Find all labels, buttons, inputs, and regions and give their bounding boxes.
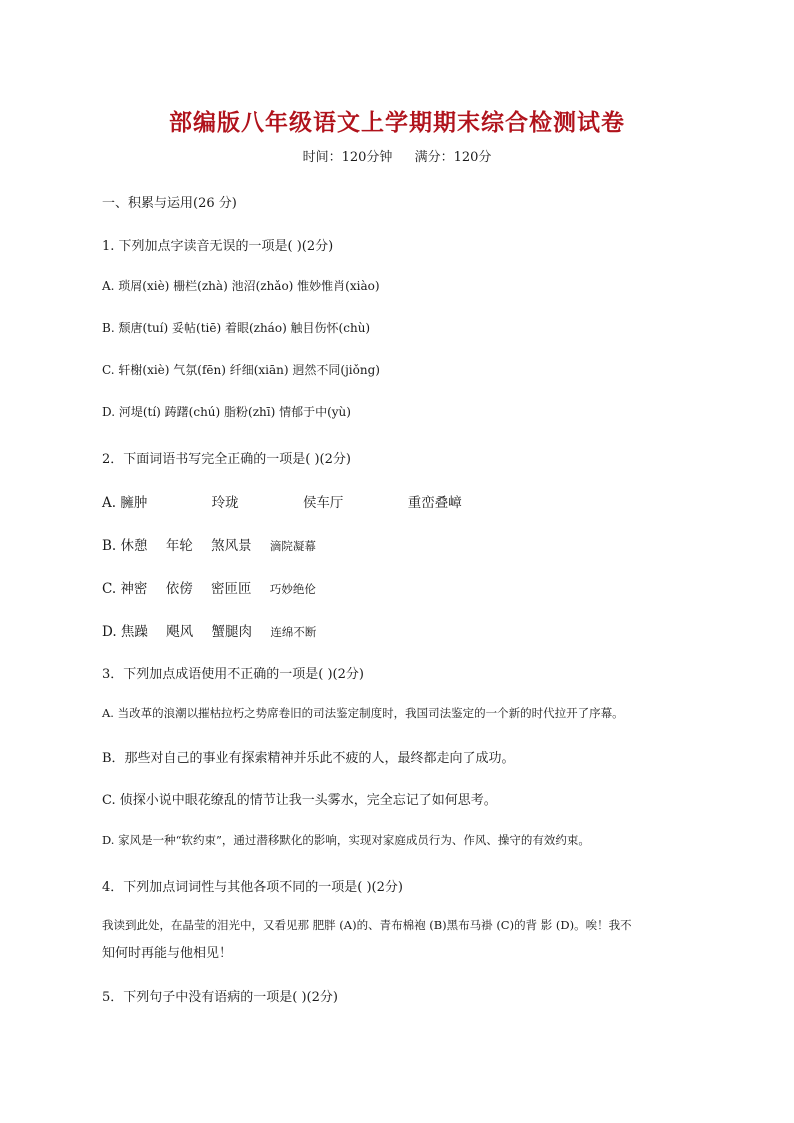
q3-stem: 3．下列加点成语使用不正确的一项是( )(2分) [102,667,364,682]
q2-d-w1: D. 焦躁 [102,624,148,640]
q2-a-w1: A. 臃肿 [102,495,148,511]
q2-stem: 2．下面词语书写完全正确的一项是( )(2分) [102,452,351,467]
q2-option-c [102,577,316,597]
q3-option-b: B．那些对自己的事业有探索精神并乐此不疲的人，最终都走向了成功。 [102,751,515,766]
q1-option-b: B. 颓唐(tuí) 妥帖(tiē) 着眼(zháo) 触目伤怀(chù) [102,321,371,335]
exam-title: 部编版八年级语文上学期期末综合检测试卷 [169,110,625,136]
q3-option-d: D. 家风是一种“软约束”，通过潜移默化的影响，实现对家庭成员行为、作风、操守的有效约束。 [102,833,590,847]
q3-option-c: C. 侦探小说中眼花缭乱的情节让我一头雾水，完全忘记了如何思考。 [102,793,497,808]
q2-c-w3: 密匝匝 [211,581,252,597]
q2-option-d [102,620,316,640]
exam-info [0,146,794,165]
q3-option-a: A. 当改革的浪潮以摧枯拉朽之势席卷旧的司法鉴定制度时，我国司法鉴定的一个新的时代拉开了序幕。 [102,706,624,720]
q2-a-w4: 重峦叠嶂 [407,495,462,511]
q2-option-b [102,534,316,554]
q4-passage-line2: 知何时再能与他相见！ [102,946,233,961]
q2-b-w1: B. 休憩 [102,538,148,554]
q2-d-w4: 连绵不断 [270,625,317,639]
q2-option-a [102,491,462,511]
q2-b-w3: 煞风景 [211,538,252,554]
exam-time: 时间：120分钟 [302,150,393,165]
q2-b-w2: 年轮 [165,538,193,554]
q1-stem: 1. 下列加点字读音无误的一项是( )(2分) [102,239,334,254]
q5-stem: 5．下列句子中没有语病的一项是( )(2分) [102,990,338,1005]
q1-option-d: D. 河堤(tí) 踌躇(chú) 脂粉(zhī) 情郁于中(yù) [102,405,351,419]
q2-c-w4: 巧妙绝伦 [269,582,316,596]
q2-d-w3: 蟹腿肉 [211,624,253,640]
q2-b-w4: 滴院凝幕 [269,539,316,553]
q2-a-w3: 侯车厅 [302,495,344,511]
q1-option-a: A. 琐屑(xiè) 栅栏(zhà) 池沼(zhǎo) 惟妙惟肖(xiào) [102,279,380,293]
q1-option-c: C. 轩榭(xiè) 气氛(fēn) 纤细(xiān) 迥然不同(jiǒng) [102,363,380,377]
q4-stem: 4．下列加点词词性与其他各项不同的一项是( )(2分) [102,880,403,895]
q2-d-w2: 飓风 [166,624,194,640]
q2-a-w2: 玲珑 [211,495,239,511]
q2-c-w2: 依傍 [165,581,193,597]
q4-passage-line1: 我读到此处，在晶莹的泪光中，又看见那 肥胖 (A)的、青布棉袍 (B)黑布马褂 (C)的背 影 (D)。唉！我不 [102,918,632,932]
exam-score: 满分：120分 [414,150,492,165]
section-heading: 一、积累与运用(26 分) [102,196,237,211]
q2-c-w1: C. 神密 [102,581,148,597]
